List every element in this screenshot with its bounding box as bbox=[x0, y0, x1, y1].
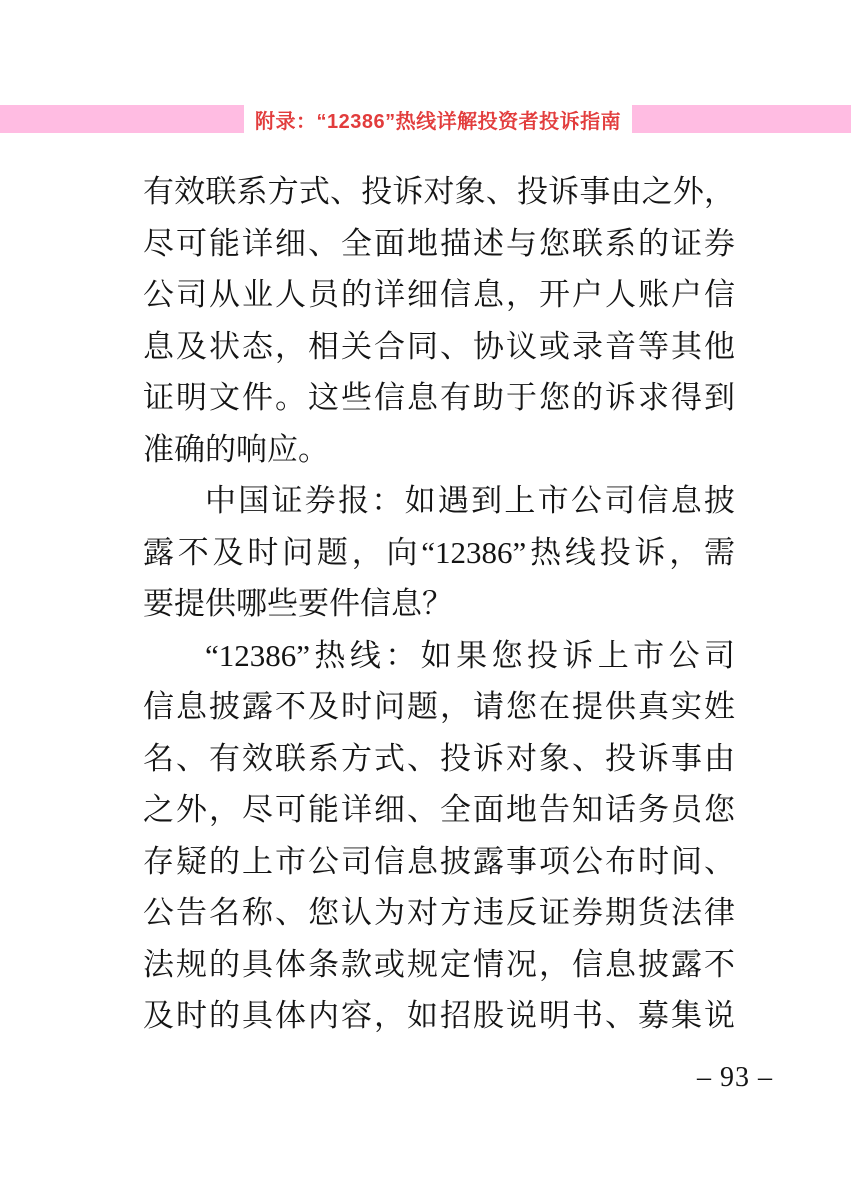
text-line: 之外，尽可能详细、全面地告知话务员您 bbox=[143, 792, 735, 827]
page-number: – 93 – bbox=[697, 1062, 773, 1093]
text-line: 信息披露不及时问题，请您在提供真实姓 bbox=[143, 689, 735, 724]
text-line: “12386”热线：如果您投诉上市公司 bbox=[205, 637, 735, 673]
text-line: 公司从业人员的详细信息，开户人账户信 bbox=[143, 277, 735, 312]
header-band-left bbox=[0, 105, 244, 133]
text-line: 息及状态，相关合同、协议或录音等其他 bbox=[143, 328, 735, 364]
text-line: 公告名称、您认为对方违反证券期货法律 bbox=[143, 895, 735, 930]
text-line: 名、有效联系方式、投诉对象、投诉事由 bbox=[143, 740, 735, 776]
text-line: 尽可能详细、全面地描述与您联系的证券 bbox=[143, 225, 735, 261]
text-line: 中国证券报：如遇到上市公司信息披 bbox=[205, 483, 735, 518]
text-line: 有效联系方式、投诉对象、投诉事由之外， bbox=[143, 174, 735, 209]
page-header bbox=[0, 105, 851, 133]
text-line: 要提供哪些要件信息？ bbox=[143, 586, 453, 621]
header-title: 附录：“12386”热线详解投资者投诉指南 bbox=[255, 110, 622, 133]
header-band-right bbox=[632, 105, 851, 133]
body-text bbox=[143, 166, 735, 1042]
text-line: 存疑的上市公司信息披露事项公布时间、 bbox=[143, 843, 735, 879]
text-line: 及时的具体内容，如招股说明书、募集说 bbox=[143, 998, 735, 1033]
text-line: 露不及时问题，向“12386”热线投诉，需 bbox=[143, 534, 735, 570]
text-line: 法规的具体条款或规定情况，信息披露不 bbox=[143, 946, 735, 982]
text-line: 准确的响应。 bbox=[143, 431, 329, 467]
text-line: 证明文件。这些信息有助于您的诉求得到 bbox=[143, 380, 735, 415]
